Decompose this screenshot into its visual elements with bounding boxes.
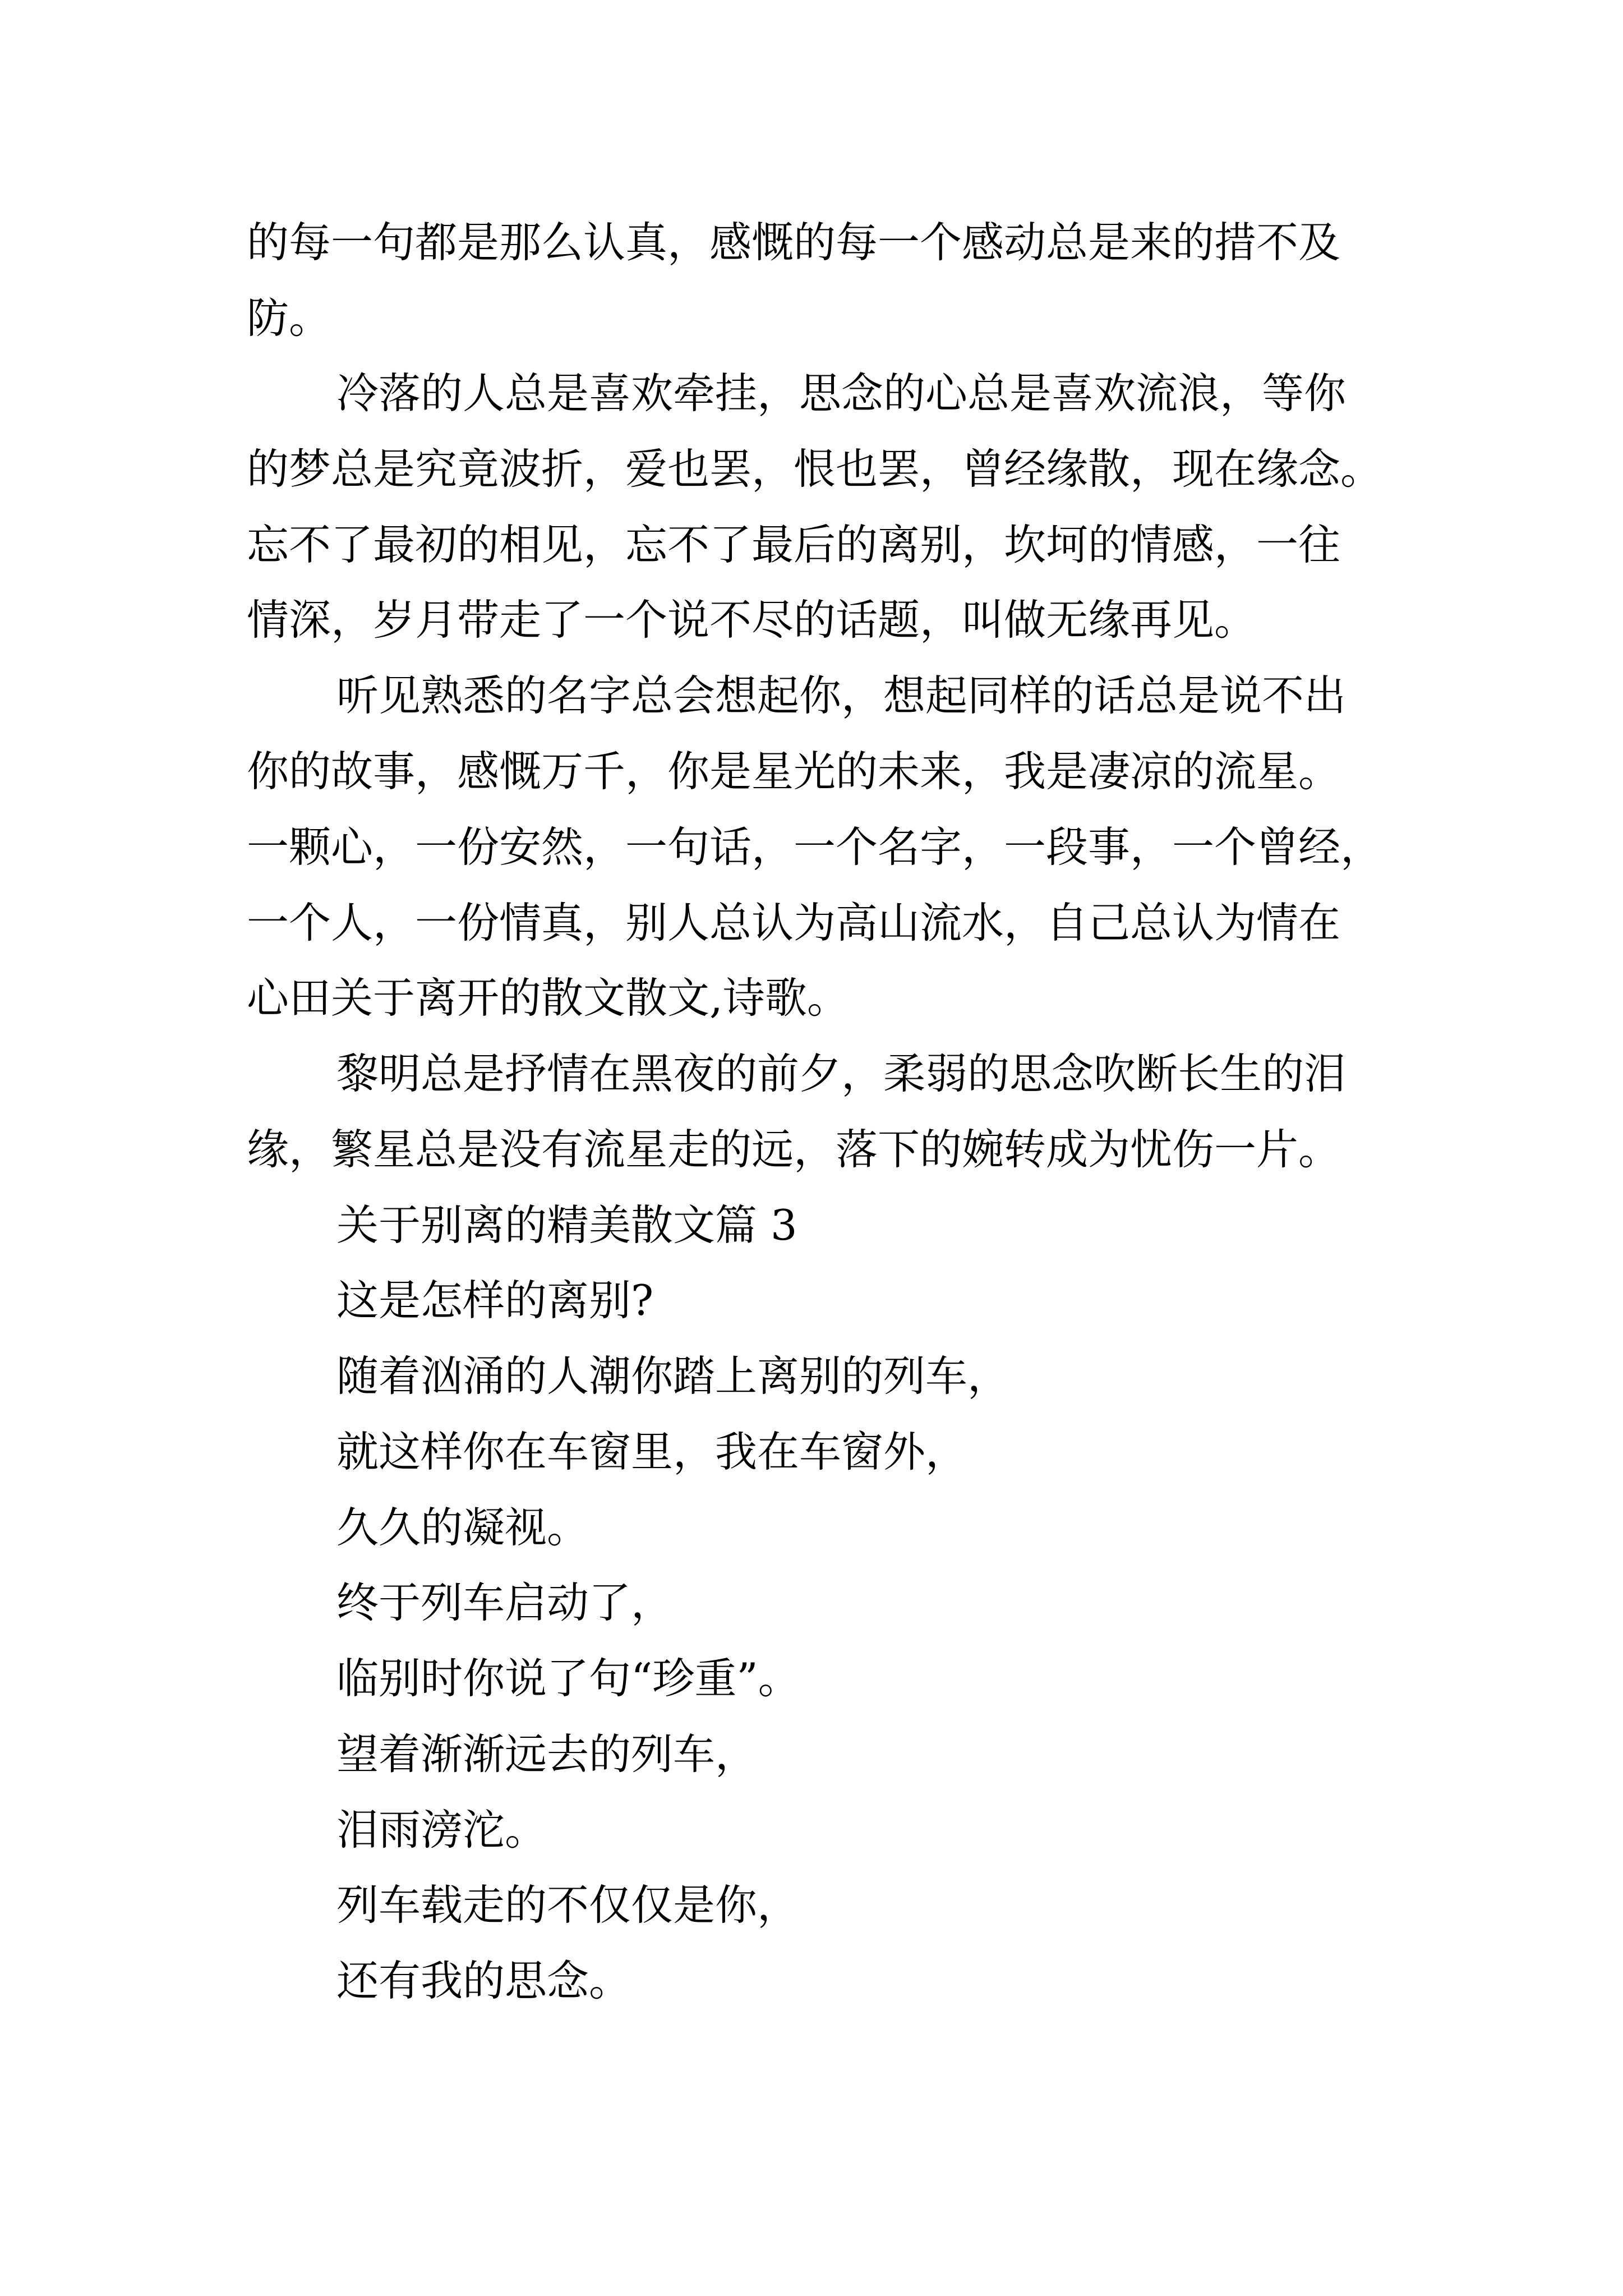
poem-line: 泪雨滂沱。 (336, 1805, 547, 1855)
poem-line: 久久的凝视。 (336, 1503, 589, 1552)
poem-line: 这是怎样的离别? (336, 1276, 654, 1325)
body-text-line: 的梦总是究竟波折，爱也罢，恨也罢，曾经缘散，现在缘念。 (247, 444, 1383, 494)
body-text-line: 忘不了最初的相见，忘不了最后的离别，坎坷的情感，一往 (247, 520, 1341, 569)
body-text-line: 缘，繁星总是没有流星走的远，落下的婉转成为忧伤一片。 (247, 1125, 1341, 1174)
section-heading: 关于别离的精美散文篇 3 (336, 1200, 797, 1250)
poem-line: 还有我的思念。 (336, 1956, 631, 2005)
body-text-line: 心田关于离开的散文散文,诗歌。 (247, 973, 849, 1023)
poem-line: 终于列车启动了， (336, 1578, 674, 1627)
body-text-line: 防。 (247, 293, 331, 343)
body-text-line: 你的故事，感慨万千，你是星光的未来，我是凄凉的流星。 (247, 747, 1341, 796)
body-text-line: 的每一句都是那么认真，感慨的每一个感动总是来的措不及 (247, 218, 1341, 267)
paragraph-first-line: 听见熟悉的名字总会想起你，想起同样的话总是说不出 (336, 671, 1347, 720)
poem-line: 随着汹涌的人潮你踏上离别的列车， (336, 1351, 1010, 1401)
poem-line: 临别时你说了句“珍重”。 (336, 1654, 800, 1703)
poem-line: 列车载走的不仅仅是你， (336, 1880, 800, 1930)
paragraph-first-line: 黎明总是抒情在黑夜的前夕，柔弱的思念吹断长生的泪 (336, 1049, 1347, 1098)
poem-line: 就这样你在车窗里，我在车窗外， (336, 1427, 968, 1476)
body-text-line: 一个人，一份情真，别人总认为高山流水，自己总认为情在 (247, 898, 1341, 947)
body-text-line: 一颗心，一份安然，一句话，一个名字，一段事，一个曾经， (247, 822, 1383, 872)
poem-line: 望着渐渐远去的列车， (336, 1729, 758, 1779)
paragraph-first-line: 冷落的人总是喜欢牵挂，思念的心总是喜欢流浪，等你 (336, 369, 1347, 418)
body-text-line: 情深，岁月带走了一个说不尽的话题，叫做无缘再见。 (247, 595, 1257, 645)
